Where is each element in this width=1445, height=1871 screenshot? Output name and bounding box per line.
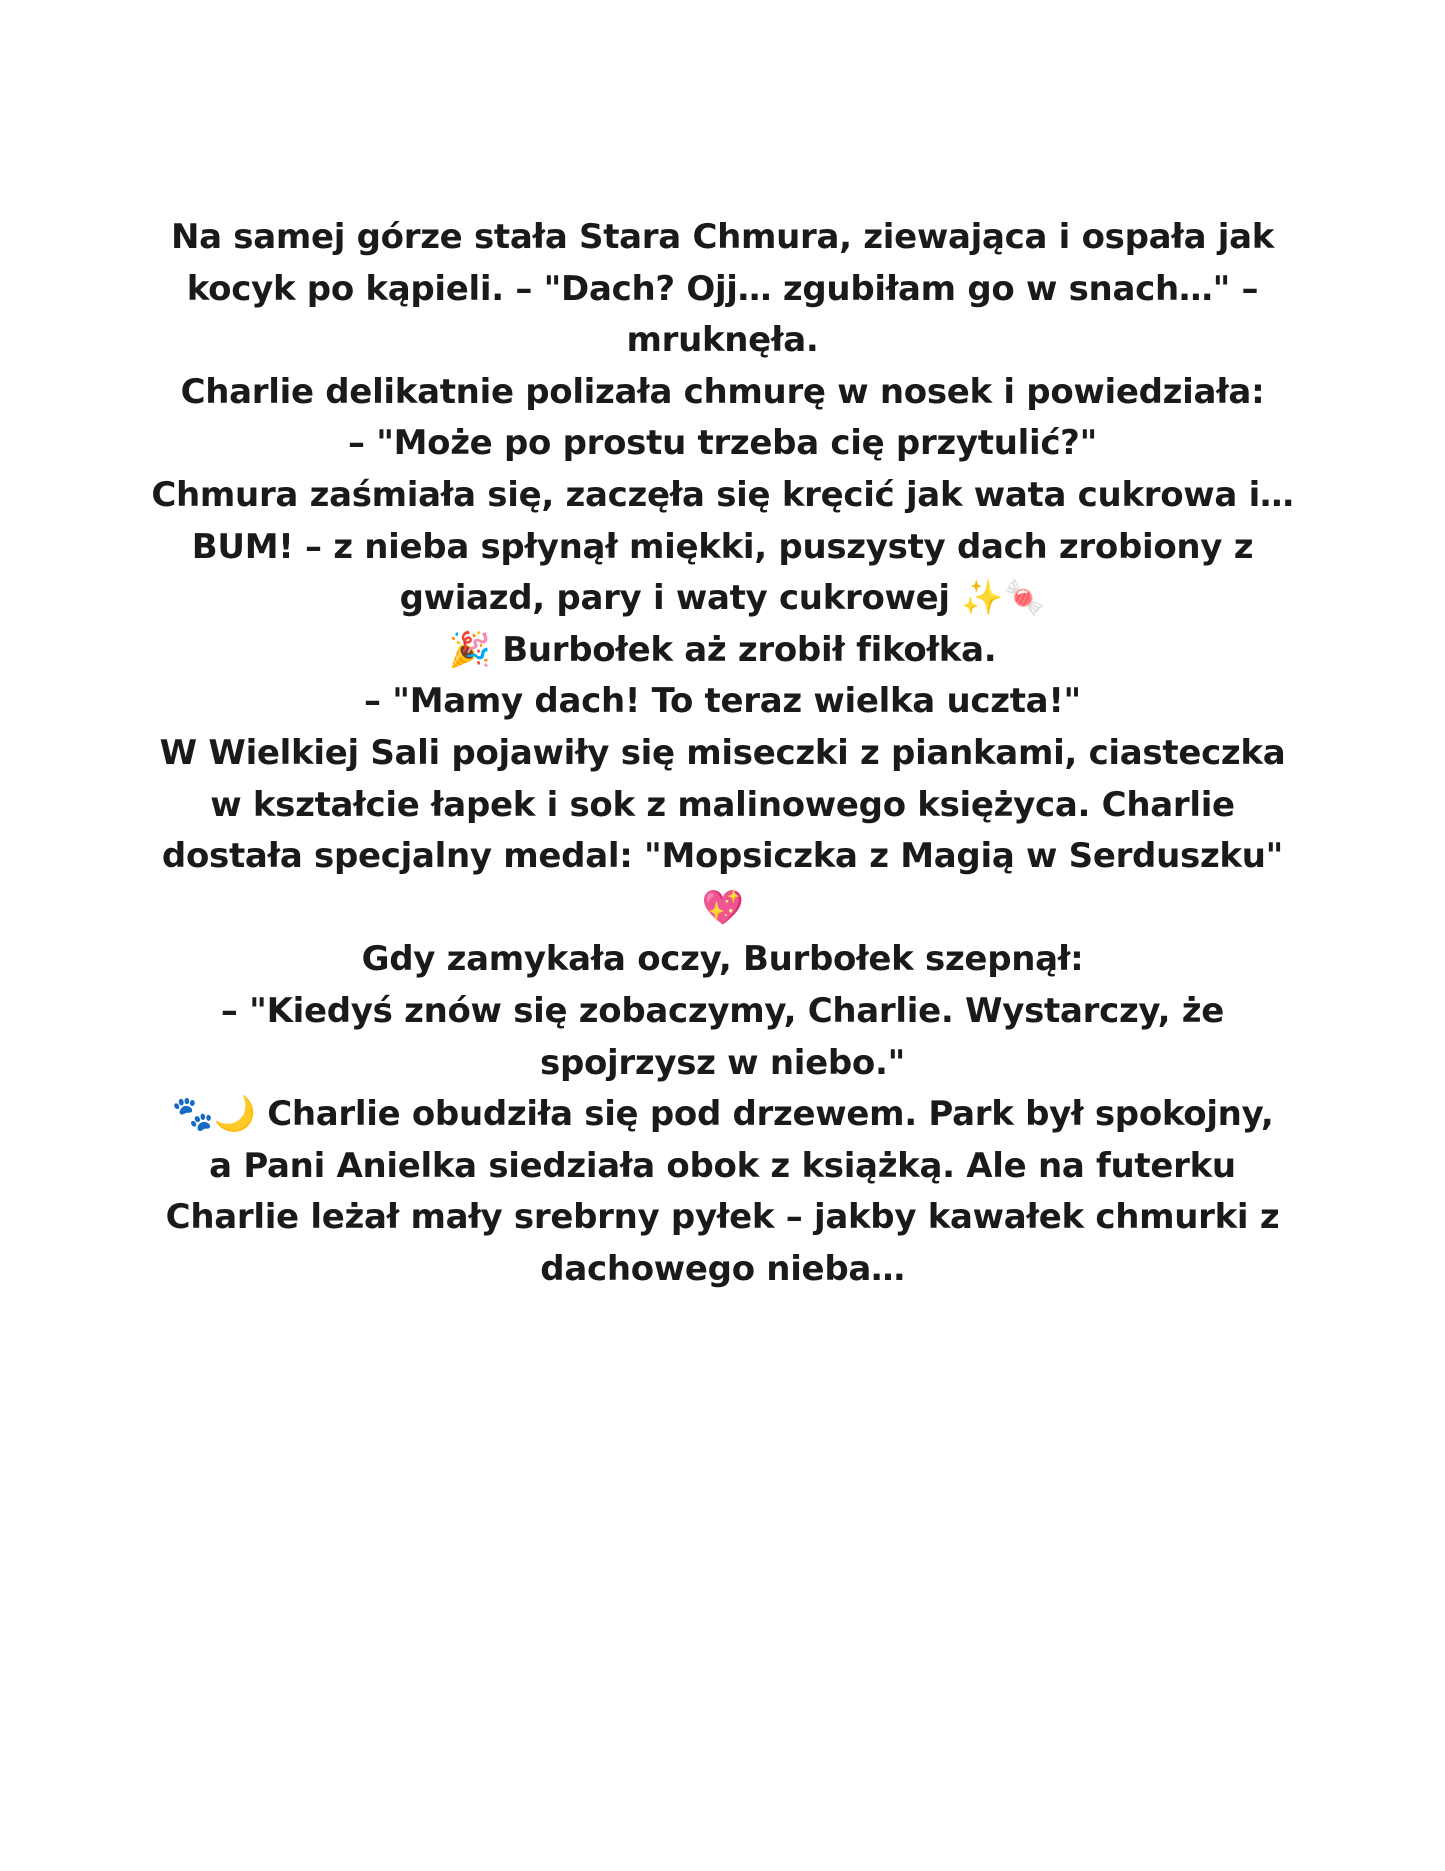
story-text xyxy=(150,212,1295,1295)
story-line: spojrzysz w niebo." xyxy=(540,1042,905,1083)
story-line: Na samej górze stała Stara Chmura, ziewająca i ospała jak xyxy=(170,217,1275,257)
party-popper-icon: 🎉 xyxy=(448,629,491,670)
story-line: – "Mamy dach! To teraz wielka uczta!" xyxy=(364,681,1081,722)
candy-icon: 🍬 xyxy=(1003,578,1046,619)
story-line: BUM! – z nieba spłynął miękki, puszysty dach zrobiony z xyxy=(191,526,1254,567)
story-line: dostała specjalny medal: "Mopsiczka z Magią w Serduszku" xyxy=(161,836,1284,877)
story-line xyxy=(150,625,1295,677)
story-line: W Wielkiej Sali pojawiły się miseczki z piankami, ciasteczka xyxy=(159,732,1286,773)
story-line: – "Może po prostu trzeba cię przytulić?" xyxy=(347,423,1098,464)
story-line-text: Burbołek aż zrobił fikołka. xyxy=(502,629,997,670)
story-line xyxy=(150,573,1295,625)
story-line-text: gwiazd, pary i waty cukrowej xyxy=(399,578,950,619)
story-line: dachowego nieba… xyxy=(540,1248,905,1289)
story-line: a Pani Anielka siedziała obok z książką. Ale na futerku xyxy=(209,1145,1236,1186)
story-line: mruknęła. xyxy=(626,320,819,361)
sparkling-heart-icon: 💖 xyxy=(701,887,744,928)
story-line: – "Kiedyś znów się zobaczymy, Charlie. Wystarczy, że xyxy=(220,990,1225,1031)
story-line: Chmura zaśmiała się, zaczęła się kręcić jak wata cukrowa i… xyxy=(151,474,1294,515)
story-line: w kształcie łapek i sok z malinowego księżyca. Charlie xyxy=(210,784,1235,825)
story-line: Charlie delikatnie polizała chmurę w nosek i powiedziała: xyxy=(180,371,1265,412)
sparkles-icon: ✨ xyxy=(961,578,1004,619)
story-line-text: Charlie obudziła się pod drzewem. Park był spokojny, xyxy=(267,1094,1274,1135)
crescent-moon-icon: 🌙 xyxy=(213,1094,256,1135)
story-line xyxy=(150,1089,1295,1141)
story-line xyxy=(150,883,1295,935)
story-line: Gdy zamykała oczy, Burbołek szepnął: xyxy=(361,939,1084,980)
paw-prints-icon: 🐾 xyxy=(171,1094,214,1135)
story-line: kocyk po kąpieli. – "Dach? Ojj… zgubiłam go w snach…" – xyxy=(186,268,1259,309)
story-line: Charlie leżał mały srebrny pyłek – jakby kawałek chmurki z xyxy=(165,1197,1280,1238)
